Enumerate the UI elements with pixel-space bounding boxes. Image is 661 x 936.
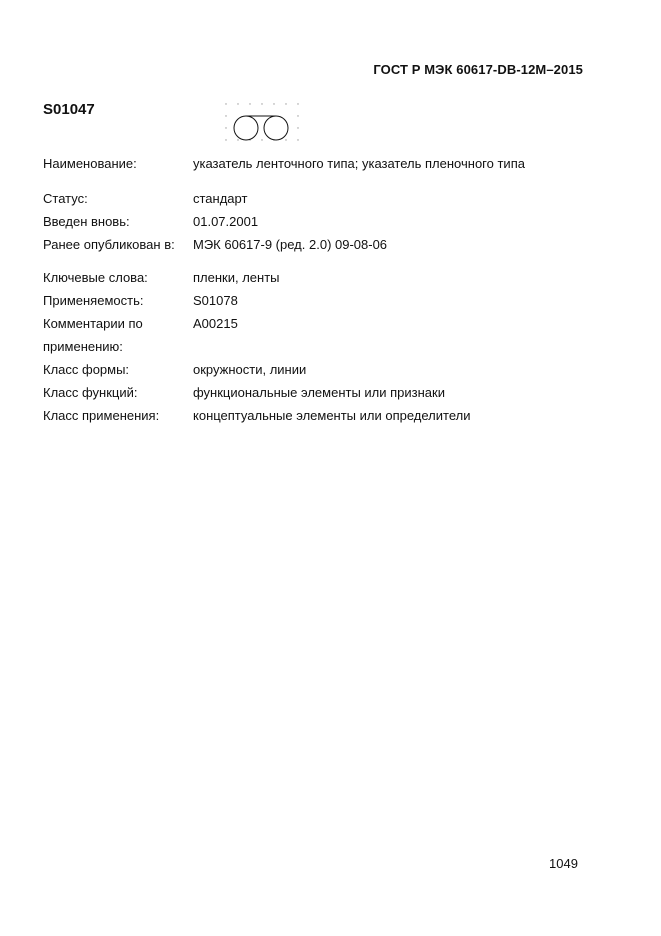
published-value: МЭК 60617-9 (ред. 2.0) 09-08-06 (193, 237, 388, 252)
applicability-label: Применяемость: (43, 293, 144, 308)
page-header: ГОСТ Р МЭК 60617-DB-12M–2015 (373, 62, 583, 77)
application-class-label: Класс применения: (43, 408, 160, 423)
published-label: Ранее опубликован в: (43, 237, 175, 252)
status-value: стандарт (193, 191, 248, 206)
function-class-value: функциональные элементы или признаки (193, 385, 445, 400)
comments-label-line2: применению: (43, 339, 123, 354)
name-label: Наименование: (43, 156, 137, 171)
introduced-value: 01.07.2001 (193, 214, 259, 229)
left-reel-circle (234, 116, 258, 140)
comments-label-line1: Комментарии по (43, 316, 143, 331)
form-class-label: Класс формы: (43, 362, 130, 377)
right-reel-circle (264, 116, 288, 140)
symbol-graphic (222, 101, 302, 147)
symbol-code: S01047 (43, 101, 95, 118)
keywords-value: пленки, ленты (193, 270, 280, 285)
name-value: указатель ленточного типа; указатель пленочного типа (193, 156, 525, 171)
keywords-label: Ключевые слова: (43, 270, 148, 285)
applicability-value: S01078 (193, 293, 238, 308)
comments-value: A00215 (193, 316, 238, 331)
function-class-label: Класс функций: (43, 385, 138, 400)
page-number: 1049 (549, 856, 578, 871)
application-class-value: концептуальные элементы или определители (193, 408, 471, 423)
form-class-value: окружности, линии (193, 362, 307, 377)
introduced-label: Введен вновь: (43, 214, 130, 229)
status-label: Статус: (43, 191, 88, 206)
